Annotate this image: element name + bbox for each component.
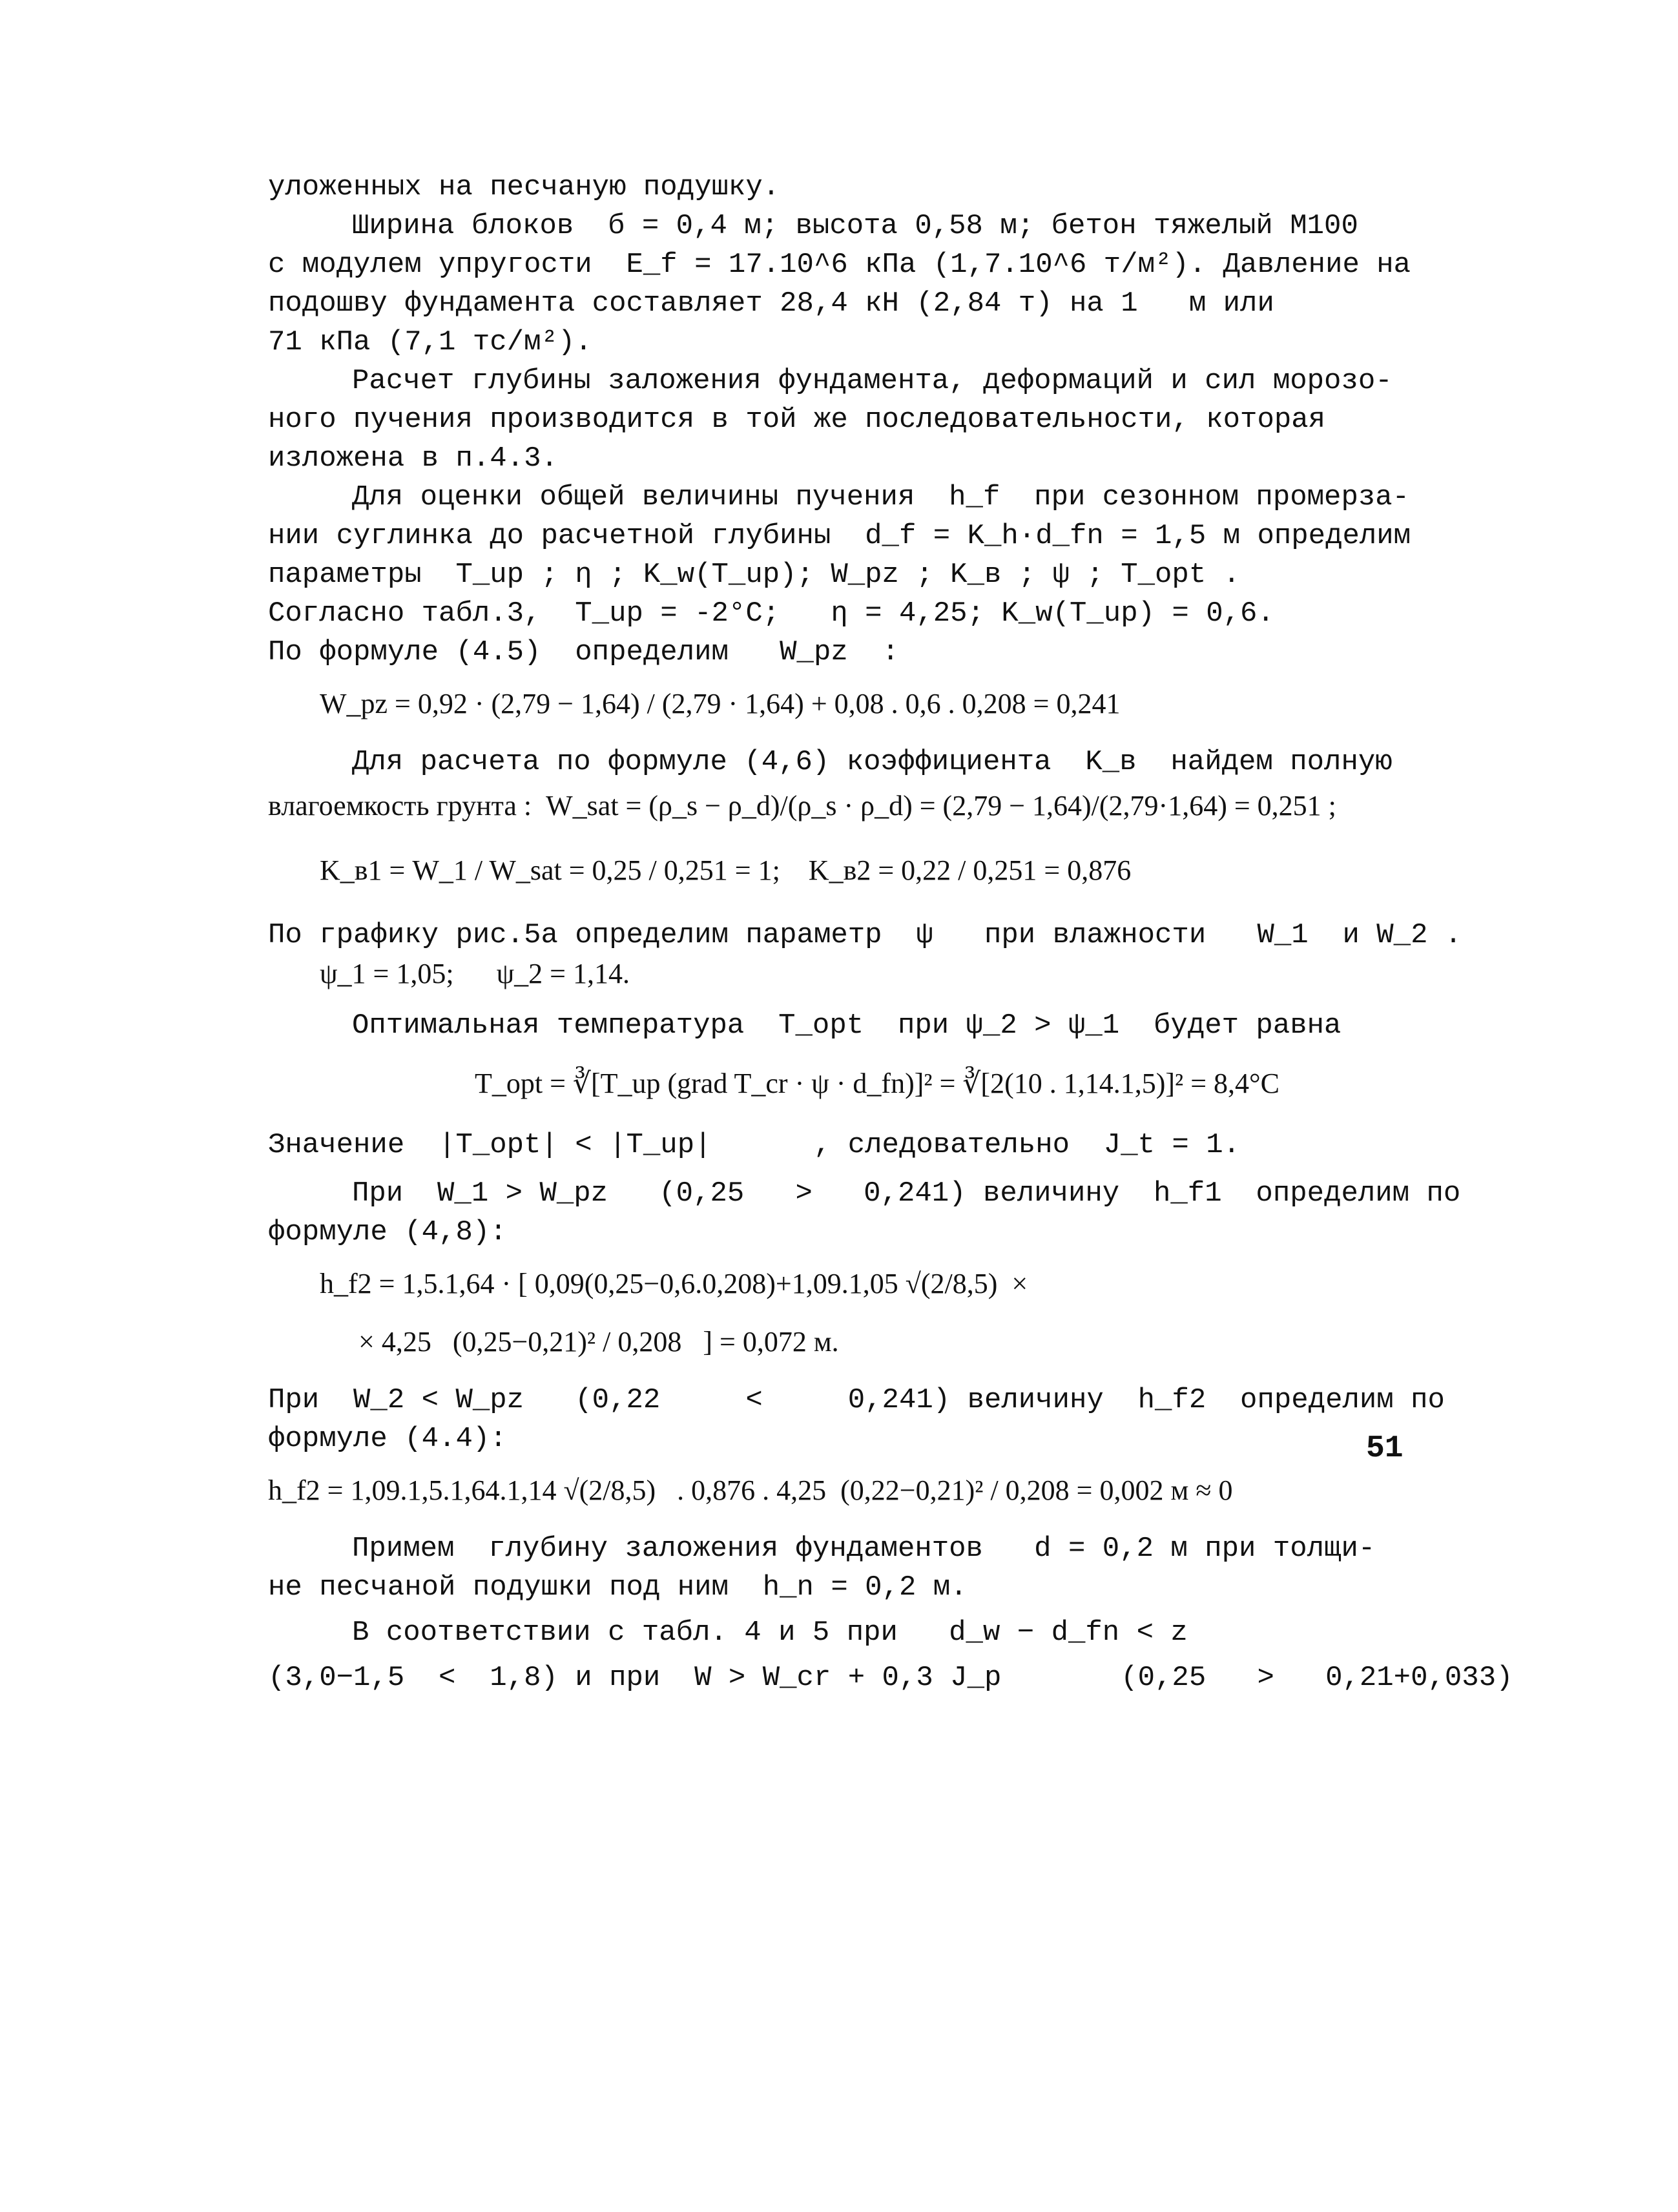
text-line-24: В соответствии с табл. 4 и 5 при d_w − d_fn < z (352, 1617, 1188, 1649)
text-line-17: Значение |T_opt| < |T_up| , следовательно J_t = 1. (268, 1129, 1241, 1161)
text-line-2: Ширина блоков б = 0,4 м; высота 0,58 м; бетон тяжелый М100 (352, 210, 1358, 242)
text-line-23: не песчаной подушки под ним h_n = 0,2 м. (268, 1571, 968, 1604)
text-line-11: параметры T_up ; η ; K_w(T_up); W_pz ; K_в ; ψ ; T_opt . (268, 559, 1241, 591)
text-line-9: Для оценки общей величины пучения h_f при сезонном промерза- (352, 481, 1410, 513)
text-line-12: Согласно табл.3, T_up = -2°C; η = 4,25; K_w(T_up) = 0,6. (268, 597, 1274, 630)
text-line-8: изложена в п.4.3. (268, 442, 558, 475)
text-line-25: (3,0−1,5 < 1,8) и при W > W_cr + 0,3 J_p (0,25 > 0,21+0,033) (268, 1662, 1513, 1694)
text-line-1: уложенных на песчаную подушку. (268, 171, 780, 203)
formula-h-f1-part1: h_f2 = 1,5.1,64 · [ 0,09(0,25−0,6.0,208)+1,09.1,05 √(2/8,5) × (320, 1268, 1028, 1299)
text-line-15: По графику рис.5а определим параметр ψ при влажности W_1 и W_2 . (268, 919, 1462, 951)
text-line-5: 71 кПа (7,1 тс/м²). (268, 326, 592, 358)
formula-h-f1-part2: × 4,25 (0,25−0,21)² / 0,208 ] = 0,072 м. (358, 1326, 839, 1358)
text-line-22: Примем глубину заложения фундаментов d = 0,2 м при толщи- (352, 1533, 1376, 1565)
formula-w-sat: влагоемкость грунта : W_sat = (ρ_s − ρ_d)/(ρ_s · ρ_d) = (2,79 − 1,64)/(2,79·1,64) = 0,251 ; (268, 790, 1336, 822)
text-line-10: нии суглинка до расчетной глубины d_f = K_h·d_fn = 1,5 м определим (268, 520, 1411, 552)
formula-t-opt: T_opt = ∛[T_up (grad T_cr · ψ · d_fn)]² = ∛[2(10 . 1,14.1,5)]² = 8,4°C (475, 1068, 1279, 1099)
text-line-7: ного пучения производится в той же последовательности, которая (268, 404, 1326, 436)
text-line-4: подошву фундамента составляет 28,4 кН (2,84 т) на 1 м или (268, 287, 1274, 320)
formula-k-b: K_в1 = W_1 / W_sat = 0,25 / 0,251 = 1; K_в2 = 0,22 / 0,251 = 0,876 (320, 854, 1132, 886)
text-line-20: При W_2 < W_pz (0,22 < 0,241) величину h_f2 определим по (268, 1384, 1445, 1416)
text-line-13: По формуле (4.5) определим W_pz : (268, 636, 899, 668)
formula-h-f2: h_f2 = 1,09.1,5.1,64.1,14 √(2/8,5) . 0,876 . 4,25 (0,22−0,21)² / 0,208 = 0,002 м ≈ 0 (268, 1474, 1233, 1506)
text-line-3: с модулем упругости E_f = 17.10^6 кПа (1,7.10^6 т/м²). Давление на (268, 249, 1411, 281)
formula-w-pz: W_pz = 0,92 · (2,79 − 1,64) / (2,79 · 1,64) + 0,08 . 0,6 . 0,208 = 0,241 (320, 688, 1121, 719)
text-line-19: формуле (4,8): (268, 1216, 507, 1248)
page-number: 51 (1366, 1431, 1404, 1466)
text-line-21: формуле (4.4): (268, 1423, 507, 1455)
text-line-16: Оптимальная температура T_opt при ψ_2 > ψ_1 будет равна (352, 1009, 1341, 1042)
text-line-6: Расчет глубины заложения фундамента, деформаций и сил морозо- (352, 365, 1393, 397)
formula-psi: ψ_1 = 1,05; ψ_2 = 1,14. (320, 958, 630, 989)
text-line-14: Для расчета по формуле (4,6) коэффициента K_в найдем полную (352, 746, 1393, 778)
text-line-18: При W_1 > W_pz (0,25 > 0,241) величину h_f1 определим по (352, 1177, 1461, 1210)
